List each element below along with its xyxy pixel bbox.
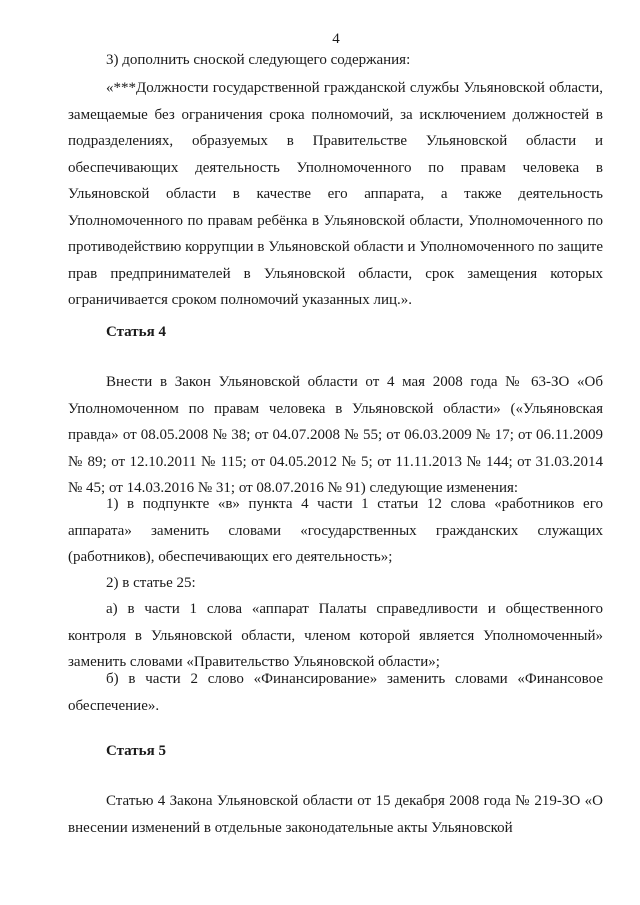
paragraph-article-5-intro: Статью 4 Закона Ульяновской области от 15 декабря 2008 года № 219-ЗО «О внесении изменений в отдельные законодательные акты Ульяновской: [68, 793, 603, 836]
paragraph-article-4-item-2b: б) в части 2 слово «Финансирование» заменить словами «Финансовое обеспечение».: [68, 671, 603, 714]
paragraph-article-4-item-2: 2) в статье 25:: [106, 575, 196, 591]
paragraph-article-4-intro: Внести в Закон Ульяновской области от 4 мая 2008 года № 63-ЗО «Об Уполномоченном по правам человека в Ульяновской области» («Ульяновская правда» от 08.05.2008 № 38; от 04.07.2008 № 55; от 06.03.2009 № 17; от 06.11.2009 № 89; от 12.10.2011 № 115; от 04.05.2012 № 5; от 11.11.2013 № 144; от 31.03.2014 № 45; от 14.03.2016 № 31; от 08.07.2016 № 91) следующие изменения:: [68, 374, 603, 496]
paragraph-item-3: 3) дополнить сноской следующего содержания:: [106, 52, 411, 68]
paragraph-article-4-item-1: 1) в подпункте «в» пункта 4 части 1 статьи 12 слова «работников его аппарата» заменить словами «государственных гражданских служащих (работников), обеспечивающих его деятельность»;: [68, 496, 603, 565]
paragraph-article-4-item-2a: а) в части 1 слова «аппарат Палаты справедливости и общественного контроля в Ульяновской области, членом которой является Уполномоченный» заменить словами «Правительство Ульяновской области»;: [68, 601, 603, 670]
heading-article-4: Статья 4: [106, 324, 166, 340]
paragraph-footnote-text: «***Должности государственной гражданской службы Ульяновской области, замещаемые без ограничения срока полномочий, за исключением должностей в подразделениях, образуемых в Правительстве Ульяновской области и обеспечивающих деятельность Уполномоченного по правам человека в Ульяновской области в качестве его аппарата, а также деятельность Уполномоченного по правам ребёнка в Ульяновской области, Уполномоченного по противодействию коррупции в Ульяновской области и Уполномоченного по защите прав предпринимателей в Ульяновской области, срок замещения которых ограничивается сроком полномочий указанных лиц.».: [68, 80, 603, 308]
heading-article-5: Статья 5: [106, 743, 166, 759]
page-number: 4: [332, 31, 340, 47]
